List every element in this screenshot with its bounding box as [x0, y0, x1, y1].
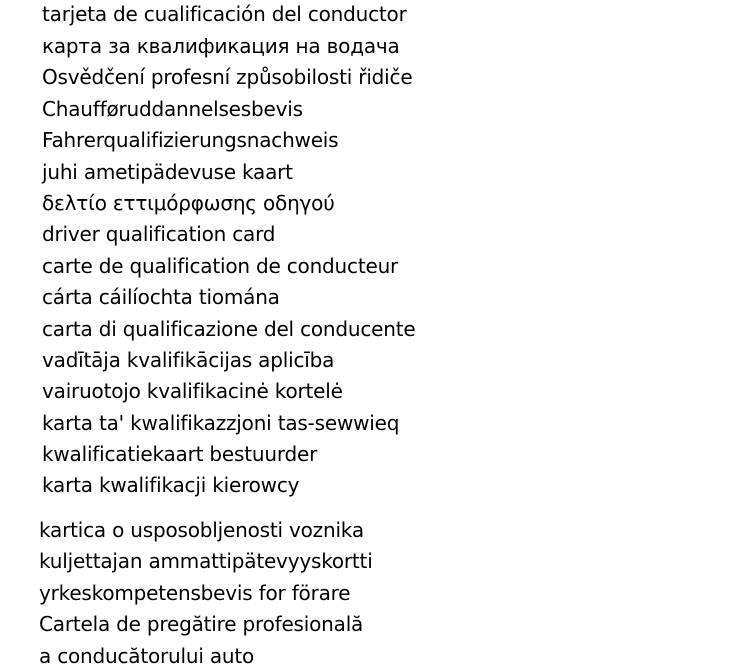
- translation-lt: vairuotojo kvalifikacinė kortelė: [42, 379, 343, 404]
- translation-ro-line1: Cartela de pregătire profesională: [39, 612, 364, 637]
- translation-es: tarjeta de cualificación del conductor: [42, 2, 407, 26]
- translation-bg: карта за квалификация на водача: [42, 34, 400, 58]
- translation-it: carta di qualificazione del conducente: [42, 316, 416, 341]
- translation-el: δελτίο εττιμόρφωσης οδηγού: [42, 190, 335, 215]
- translation-mt: karta ta' kwalifikazzjoni tas-sewwieq: [42, 410, 400, 435]
- translation-sv: yrkeskompetensbevis for förare: [39, 580, 351, 605]
- translation-fi: kuljettajan ammattipätevyyskortti: [39, 549, 373, 574]
- translation-ga: cárta cáilíochta tiomána: [42, 285, 280, 310]
- translation-list-primary: [42, 0, 415, 502]
- translation-en: driver qualification card: [42, 222, 276, 247]
- translation-fr: carte de qualification de conducteur: [42, 253, 399, 278]
- translation-lv: vadītāja kvalifikācijas aplicība: [42, 347, 335, 372]
- translation-ro-line2: a conducătorului auto: [39, 643, 255, 668]
- translation-list-secondary: [39, 515, 373, 672]
- translation-et: juhi ametipädevuse kaart: [42, 159, 293, 184]
- translation-nl: kwalificatiekaart bestuurder: [42, 442, 318, 467]
- translation-de: Fahrerqualifizierungsnachweis: [42, 128, 339, 153]
- translation-pl: karta kwalifikacji kierowcy: [42, 473, 300, 498]
- translation-da: Chaufføruddannelsesbevis: [42, 96, 303, 121]
- translation-cs: Osvědčení profesní způsobilosti řidiče: [42, 65, 413, 90]
- translation-sl: kartica o usposobljenosti voznika: [39, 518, 364, 542]
